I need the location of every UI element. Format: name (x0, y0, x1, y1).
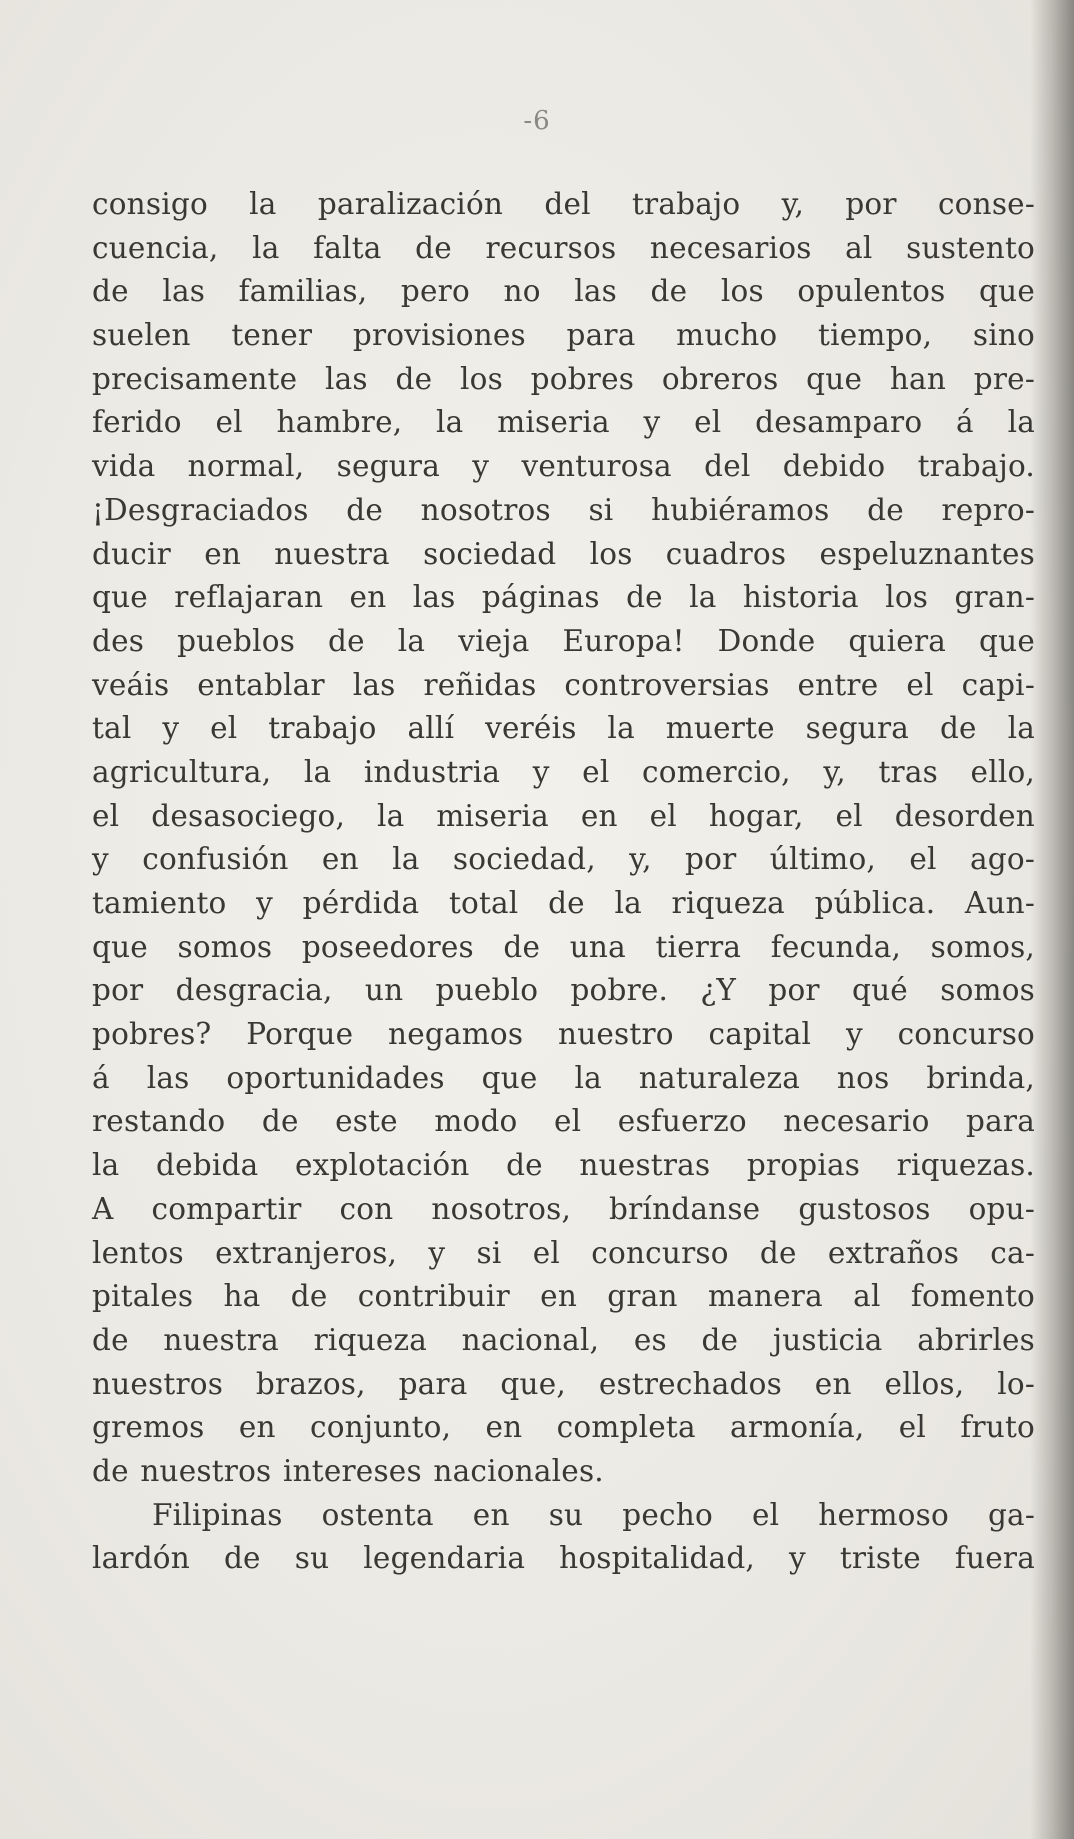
text-line: vida normal, segura y venturosa del debido trabajo. (92, 449, 1035, 484)
text-line: agricultura, la industria y el comercio, y, tras ello, (92, 754, 1035, 789)
text-line: la debida explotación de nuestras propias riquezas. (92, 1148, 1035, 1183)
text-line: tal y el trabajo allí veréis la muerte segura de la (92, 711, 1035, 746)
text-line: nuestros brazos, para que, estrechados en ellos, lo- (92, 1366, 1035, 1401)
text-line: que reflajaran en las páginas de la historia los gran- (92, 580, 1035, 615)
text-line: y confusión en la sociedad, y, por último, el ago- (92, 842, 1035, 877)
body-text (92, 183, 1035, 1581)
text-line: ferido el hambre, la miseria y el desamparo á la (92, 405, 1035, 440)
text-line: A compartir con nosotros, bríndanse gustosos opu- (92, 1191, 1035, 1226)
text-line: lardón de su legendaria hospitalidad, y triste fuera (92, 1541, 1035, 1576)
text-line: á las oportunidades que la naturaleza nos brinda, (92, 1060, 1035, 1095)
text-line: pobres? Porque negamos nuestro capital y concurso (92, 1017, 1035, 1052)
text-line: suelen tener provisiones para mucho tiempo, sino (92, 318, 1035, 353)
text-line: ¡Desgraciados de nosotros si hubiéramos de repro- (92, 492, 1035, 527)
text-line: gremos en conjunto, en completa armonía, el fruto (92, 1410, 1035, 1445)
text-line: lentos extranjeros, y si el concurso de extraños ca- (92, 1235, 1035, 1270)
text-line: precisamente las de los pobres obreros que han pre- (92, 361, 1035, 396)
text-line: pitales ha de contribuir en gran manera al fomento (92, 1279, 1035, 1314)
page-number: -6 (523, 106, 551, 136)
text-line: de las familias, pero no las de los opulentos que (92, 274, 1035, 309)
text-line: consigo la paralización del trabajo y, por conse- (92, 187, 1035, 221)
paragraph-end-line: de nuestros intereses nacionales. (92, 1453, 604, 1488)
text-line: restando de este modo el esfuerzo necesario para (92, 1104, 1035, 1139)
text-line: des pueblos de la vieja Europa! Donde quiera que (92, 623, 1035, 658)
text-line: veáis entablar las reñidas controversias entre el capi- (92, 667, 1035, 702)
text-line: de nuestra riqueza nacional, es de justicia abrirles (92, 1322, 1035, 1357)
text-line: el desasociego, la miseria en el hogar, el desorden (92, 798, 1035, 833)
text-line: cuencia, la falta de recursos necesarios al sustento (92, 230, 1035, 265)
text-line: tamiento y pérdida total de la riqueza pública. Aun- (92, 886, 1035, 920)
text-line: que somos poseedores de una tierra fecunda, somos, (92, 929, 1035, 964)
text-line: ducir en nuestra sociedad los cuadros espeluznantes (92, 536, 1035, 571)
text-line: por desgracia, un pueblo pobre. ¿Y por qué somos (92, 973, 1035, 1008)
paragraph-start-line: Filipinas ostenta en su pecho el hermoso ga- (152, 1497, 1035, 1532)
